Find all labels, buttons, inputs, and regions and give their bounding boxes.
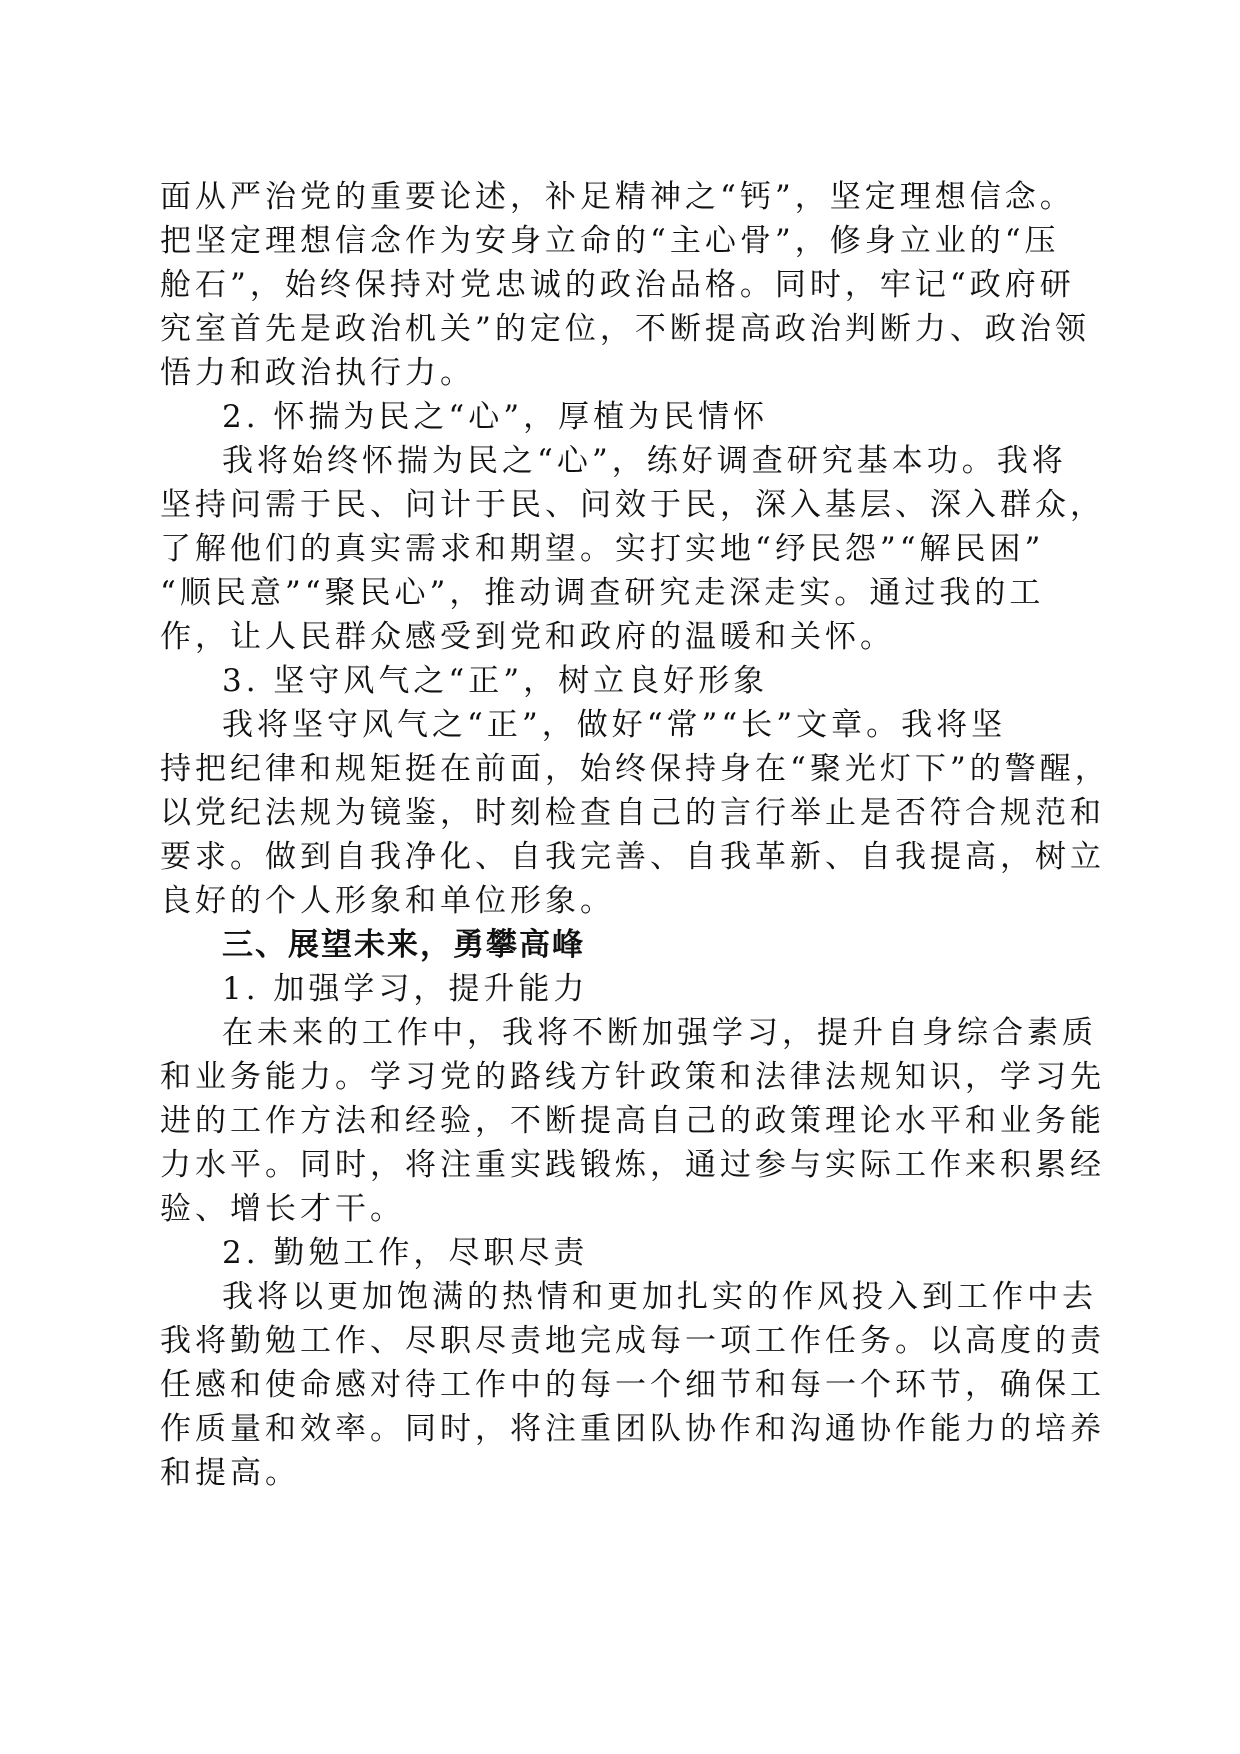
subheading-3: 3. 坚守风气之“正”，树立良好形象 xyxy=(222,663,769,699)
body-text-line: 我将始终怀揣为民之“心”，练好调查研究基本功。我将 xyxy=(222,443,1067,479)
body-text-line: 要求。做到自我净化、自我完善、自我革新、自我提高，树立 xyxy=(160,839,1105,875)
body-text-line: 和业务能力。学习党的路线方针政策和法律法规知识，学习先 xyxy=(160,1059,1105,1095)
body-text-line: 坚持问需于民、问计于民、问效于民，深入基层、深入群众， xyxy=(160,487,1105,523)
subheading-2b: 2. 勤勉工作，尽职尽责 xyxy=(222,1235,589,1271)
body-text-line: 究室首先是政治机关”的定位，不断提高政治判断力、政治领 xyxy=(160,311,1090,347)
body-text-line: “顺民意”“聚民心”，推动调查研究走深走实。通过我的工 xyxy=(160,575,1045,611)
body-text-line: 持把纪律和规矩挺在前面，始终保持身在“聚光灯下”的警醒， xyxy=(160,751,1110,787)
body-text-line: 作质量和效率。同时，将注重团队协作和沟通协作能力的培养 xyxy=(160,1411,1105,1447)
body-text-line: 力水平。同时，将注重实践锻炼，通过参与实际工作来积累经 xyxy=(160,1147,1105,1183)
body-text-line: 舱石”，始终保持对党忠诚的政治品格。同时，牢记“政府研 xyxy=(160,267,1075,303)
body-text-line: 我将坚守风气之“正”，做好“常”“长”文章。我将坚 xyxy=(222,707,1007,743)
body-text-line: 进的工作方法和经验，不断提高自己的政策理论水平和业务能 xyxy=(160,1103,1105,1139)
section-heading-3: 三、展望未来，勇攀高峰 xyxy=(222,927,585,963)
body-text-line: 把坚定理想信念作为安身立命的“主心骨”，修身立业的“压 xyxy=(160,223,1060,259)
body-text-line: 良好的个人形象和单位形象。 xyxy=(160,883,615,919)
body-text-line: 我将以更加饱满的热情和更加扎实的作风投入到工作中去 xyxy=(222,1279,1097,1315)
body-text-line: 和提高。 xyxy=(160,1455,300,1491)
body-text-line: 面从严治党的重要论述，补足精神之“钙”，坚定理想信念。 xyxy=(160,179,1075,215)
body-text-line: 以党纪法规为镜鉴，时刻检查自己的言行举止是否符合规范和 xyxy=(160,795,1105,831)
subheading-1: 1. 加强学习，提升能力 xyxy=(222,971,589,1007)
body-text-line: 我将勤勉工作、尽职尽责地完成每一项工作任务。以高度的责 xyxy=(160,1323,1105,1359)
subheading-2: 2. 怀揣为民之“心”，厚植为民情怀 xyxy=(222,399,769,435)
body-text-line: 任感和使命感对待工作中的每一个细节和每一个环节，确保工 xyxy=(160,1367,1105,1403)
body-text-line: 在未来的工作中，我将不断加强学习，提升自身综合素质 xyxy=(222,1015,1097,1051)
body-text-line: 验、增长才干。 xyxy=(160,1191,405,1227)
body-text-line: 作，让人民群众感受到党和政府的温暖和关怀。 xyxy=(160,619,895,655)
body-text-line: 了解他们的真实需求和期望。实打实地“纾民怨”“解民困” xyxy=(160,531,1045,567)
body-text-line: 悟力和政治执行力。 xyxy=(160,355,475,391)
